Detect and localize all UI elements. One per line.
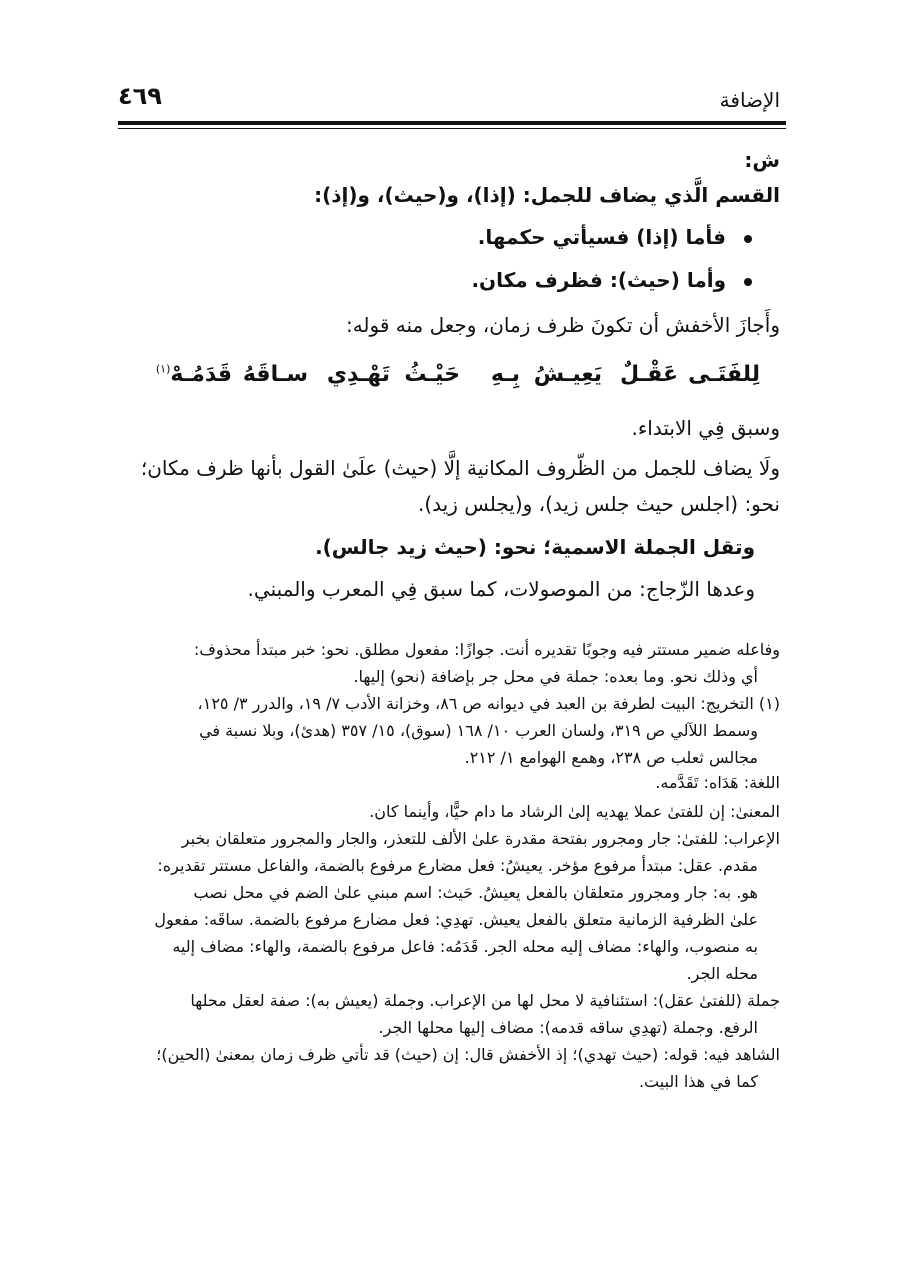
footnote-ref: (١) <box>155 362 171 376</box>
verse-word: لِلفَتَـى <box>688 362 760 387</box>
bullet-item <box>478 225 752 249</box>
paragraph-haith-line2: نحو: (اجلس حيث جلس زيد)، و(يجلس زيد). <box>418 492 780 516</box>
footnote-line: به منصوب، والهاء: مضاف إليه محله الجر. قَدَمُه: فاعل مرفوع بالضمة، والهاء: مضاف إليه <box>172 937 758 956</box>
footnote-line: الشاهد فيه: قوله: (حيث تهدي)؛ إذ الأخفش قال: إن (حيث) قد تأتي ظرف زمان بمعنىٰ (الحين)؛ <box>156 1045 780 1064</box>
footnote-line: وفاعله ضمير مستتر فيه وجوبًا تقديره أنت. جوازًا: مفعول مطلق. نحو: خبر مبتدأ محذوف: <box>193 640 780 659</box>
paragraph-ibtida: وسبق فِي الابتداء. <box>631 416 780 440</box>
bullet-dot-icon <box>744 235 752 243</box>
commentary-label: ش: <box>744 148 780 172</box>
footnote-line: (١) التخريج: البيت لطرفة بن العبد في ديوانه ص ٨٦، وخزانة الأدب ٧/ ١٩، والدرر ٣/ ١٢٥، <box>197 694 780 713</box>
bullet-item <box>471 268 752 292</box>
verse-word <box>156 362 232 387</box>
verse-word: سـاقَهُ <box>242 362 308 387</box>
footnote-line: محله الجر. <box>686 964 758 983</box>
verse-word: يَعِيـشُ <box>533 362 602 387</box>
verse-word: عَقْـلٌ <box>619 362 678 387</box>
paragraph-akhfash: وأَجازَ الأخفش أن تكونَ ظرف زمان، وجعل منه قوله: <box>345 313 780 337</box>
footnote-line: أي وذلك نحو. وما بعده: جملة في محل جر بإضافة (نحو) إليها. <box>353 667 758 686</box>
section-heading: القسم الَّذي يضاف للجمل: (إذا)، و(حيث)، و(إذ): <box>314 183 780 207</box>
footnote-line: مقدم. عقل: مبتدأ مرفوع مؤخر. يعيشُ: فعل مضارع مرفوع بالضمة، والفاعل مستتر تقديره: <box>157 856 758 875</box>
bullet-text: وأما (حيث): فظرف مكان. <box>471 268 726 292</box>
verse-word: تَهْـدِي <box>326 362 390 387</box>
verse-word: بِـهِ <box>490 362 520 387</box>
footnote-line: مجالس ثعلب ص ٢٣٨، وهمع الهوامع ١/ ٢١٢. <box>464 748 758 767</box>
running-header-title: الإضافة <box>719 88 780 112</box>
verse-last-word: قَدَمُـهْ <box>170 362 232 387</box>
paragraph-nominal <box>315 535 755 559</box>
footnote-line: هو. به: جار ومجرور متعلقان بالفعل يعيشُ. حَيث: اسم مبني علىٰ الضم في محل نصب <box>193 883 758 902</box>
footnote-line: كما في هذا البيت. <box>638 1072 758 1091</box>
footnote-line: الإعراب: للفتىٰ: جار ومجرور بفتحة مقدرة علىٰ الألف للتعذر، والجار والمجرور متعلقان بخبر <box>181 829 780 848</box>
page-number: ٤٦٩ <box>118 82 162 110</box>
footnote-line: جملة (للفتىٰ عقل): استئنافية لا محل لها من الإعراب. وجملة (يعيش به): صفة لعقل محلها <box>190 991 780 1010</box>
paragraph-haith-line1: ولَا يضاف للجمل من الظّروف المكانية إلَّا (حيث) علَىٰ القول بأنها ظرف مكان؛ <box>140 456 780 480</box>
header-rule-thick <box>118 121 786 125</box>
bullet-dot-icon <box>744 278 752 286</box>
footnote-line: الرفع. وجملة (تهدِي ساقه قدمه): مضاف إليها محلها الجر. <box>378 1018 758 1037</box>
paragraph-zajjaj: وعدها الزّجاج: من الموصولات، كما سبق فِي المعرب والمبني. <box>247 577 755 601</box>
header-rule-thin <box>118 128 786 129</box>
bullet-text: فأما (إذا) فسيأتي حكمها. <box>477 225 726 249</box>
poetry-verse <box>155 362 760 402</box>
paragraph-nominal-text: وتقل الجملة الاسمية؛ نحو: (حيث زيد جالس). <box>315 535 755 559</box>
footnote-line: المعنىٰ: إن للفتىٰ عملا يهديه إلىٰ الرشاد ما دام حيًّا، وأينما كان. <box>369 802 780 821</box>
footnote-line: علىٰ الظرفية الزمانية متعلق بالفعل يعيش. تهدِي: فعل مضارع مرفوع بالضمة. ساقَه: مفعول <box>154 910 758 929</box>
verse-word: حَيْـثُ <box>404 362 460 387</box>
footnote-line: اللغة: هَدَاه: تَقَدَّمه. <box>655 773 780 792</box>
footnote-line: وسمط اللآلي ص ٣١٩، ولسان العرب ١٠/ ١٦٨ (سوق)، ١٥/ ٣٥٧ (هدئ)، وبلا نسبة في <box>199 721 758 740</box>
